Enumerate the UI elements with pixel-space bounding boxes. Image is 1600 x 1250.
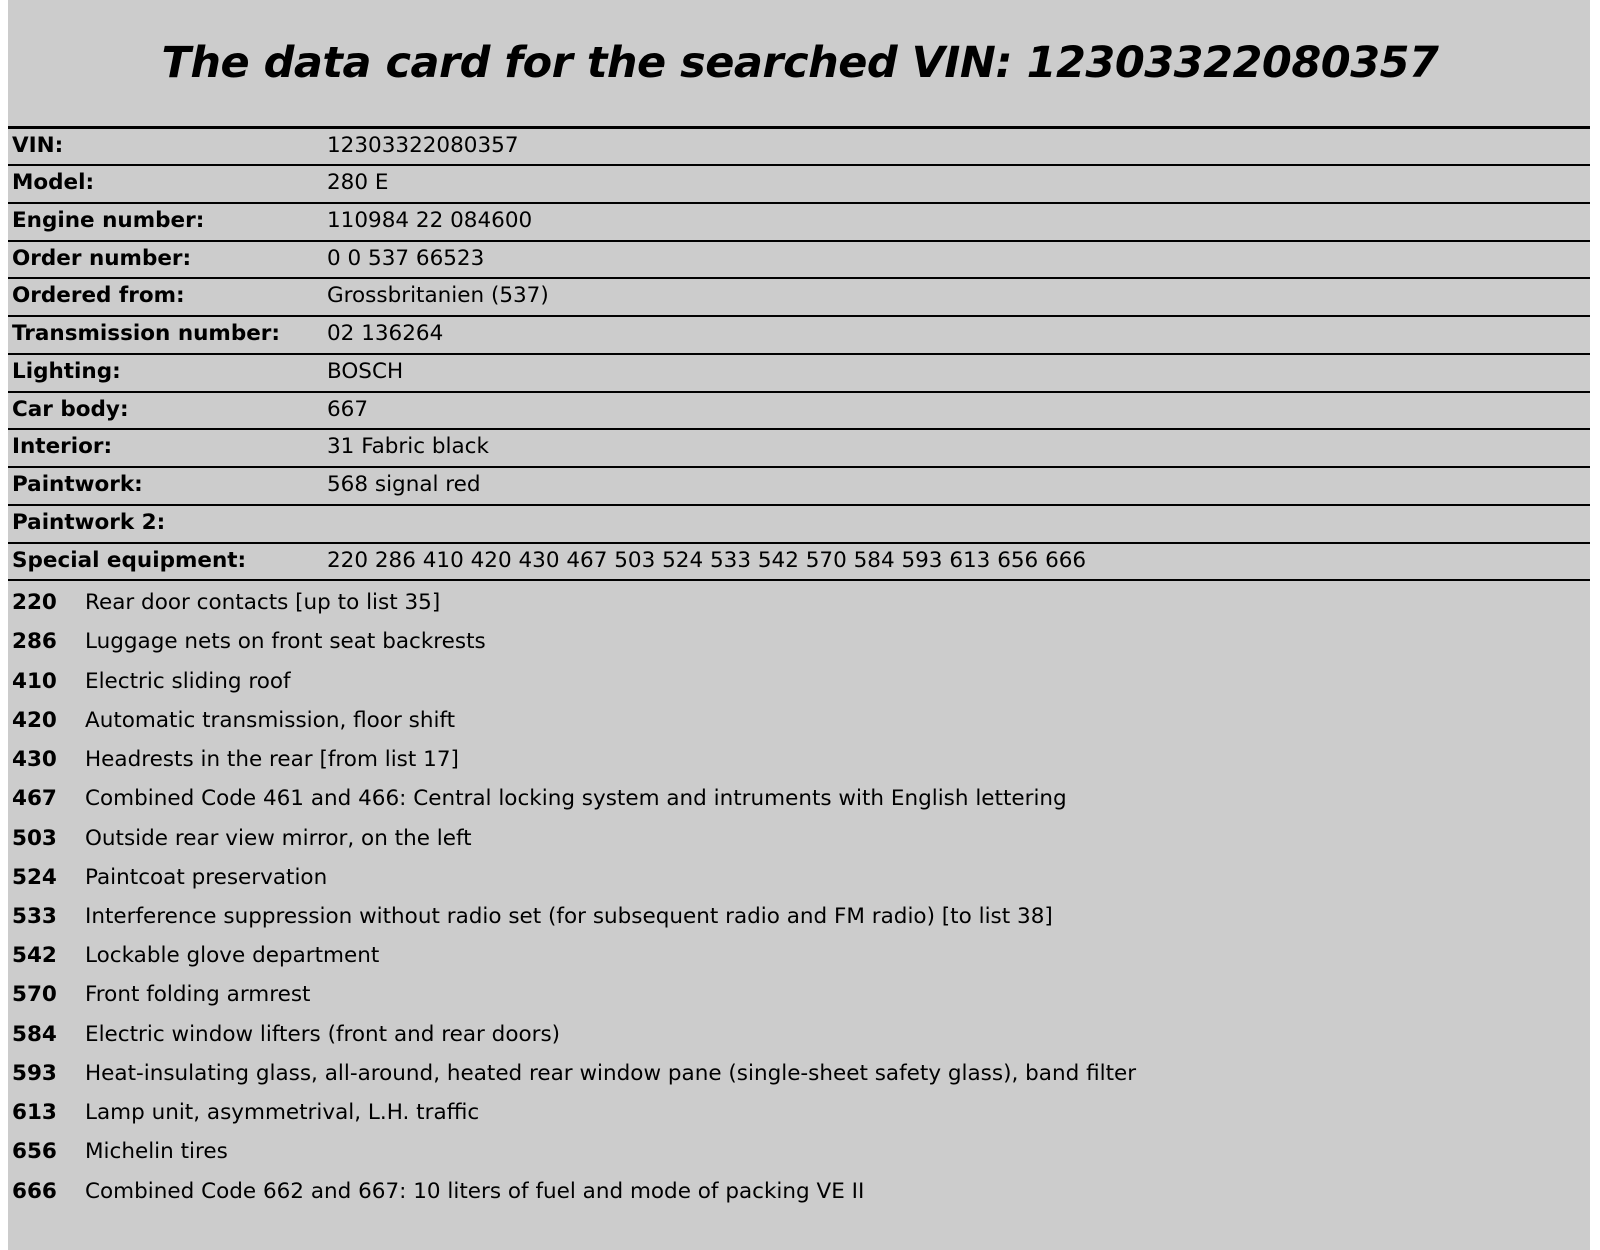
list-item <box>8 904 1590 943</box>
vehicle-details-table <box>8 129 1590 582</box>
field-label: Car body: <box>12 396 129 422</box>
field-value: Grossbritanien (537) <box>327 283 549 309</box>
field-value <box>323 505 1590 543</box>
list-item <box>8 982 1590 1021</box>
equipment-code: 503 <box>12 825 57 851</box>
field-value: 220 286 410 420 430 467 503 524 533 542 570 584 593 613 656 666 <box>327 547 1087 573</box>
equipment-code: 542 <box>12 943 57 969</box>
list-item <box>8 629 1590 668</box>
field-value: 0 0 537 66523 <box>327 245 485 271</box>
right-margin-rail <box>1590 0 1600 1250</box>
special-equipment-list <box>8 581 1590 1218</box>
equipment-code: 467 <box>12 786 57 812</box>
equipment-description: Lockable glove department <box>85 943 380 969</box>
list-item <box>8 1022 1590 1061</box>
equipment-description: Interference suppression without radio set (for subsequent radio and FM radio) [to list 38] <box>85 903 1053 929</box>
equipment-code: 570 <box>12 982 57 1008</box>
equipment-code: 666 <box>12 1178 57 1204</box>
table-row <box>8 203 1590 241</box>
equipment-description: Lamp unit, asymmetrival, L.H. traffic <box>85 1100 480 1126</box>
list-item <box>8 1100 1590 1139</box>
field-label: Special equipment: <box>12 547 247 573</box>
equipment-description: Combined Code 461 and 466: Central locking system and intruments with English lettering <box>85 786 1067 812</box>
equipment-description: Electric sliding roof <box>85 668 291 694</box>
table-row <box>8 429 1590 467</box>
field-label: Interior: <box>12 434 113 460</box>
field-value: 02 136264 <box>327 321 444 347</box>
field-label: Lighting: <box>12 358 121 384</box>
equipment-code: 410 <box>12 668 57 694</box>
list-item <box>8 747 1590 786</box>
field-value: 568 signal red <box>327 472 481 498</box>
equipment-description: Electric window lifters (front and rear doors) <box>85 1021 561 1047</box>
table-row <box>8 165 1590 203</box>
equipment-description: Paintcoat preservation <box>85 864 328 890</box>
equipment-code: 656 <box>12 1139 57 1165</box>
table-row <box>8 278 1590 316</box>
table-row <box>8 467 1590 505</box>
list-item <box>8 865 1590 904</box>
equipment-description: Michelin tires <box>85 1139 228 1165</box>
list-item <box>8 708 1590 747</box>
table-row <box>8 316 1590 354</box>
field-value: BOSCH <box>327 358 404 384</box>
table-row <box>8 129 1590 166</box>
field-value: 12303322080357 <box>327 132 519 158</box>
equipment-code: 220 <box>12 590 57 616</box>
table-row <box>8 505 1590 543</box>
field-label: Engine number: <box>12 208 205 234</box>
list-item <box>8 943 1590 982</box>
page-title: The data card for the searched VIN: 12303322080357 <box>161 38 1439 88</box>
equipment-description: Rear door contacts [up to list 35] <box>85 590 441 616</box>
list-item <box>8 1179 1590 1218</box>
field-label: Model: <box>12 170 95 196</box>
equipment-code: 584 <box>12 1021 57 1047</box>
field-label: Paintwork: <box>12 472 143 498</box>
left-margin-rail <box>0 0 8 1250</box>
table-row <box>8 543 1590 581</box>
table-row <box>8 241 1590 279</box>
list-item <box>8 786 1590 825</box>
table-row <box>8 392 1590 430</box>
equipment-description: Heat-insulating glass, all-around, heated rear window pane (single-sheet safety glass), band filter <box>85 1060 1137 1086</box>
field-value: 31 Fabric black <box>327 434 489 460</box>
list-item <box>8 669 1590 708</box>
equipment-code: 286 <box>12 629 57 655</box>
field-label: Ordered from: <box>12 283 185 309</box>
equipment-code: 533 <box>12 903 57 929</box>
field-label: Paintwork 2: <box>12 509 166 535</box>
equipment-code: 524 <box>12 864 57 890</box>
field-label: Transmission number: <box>12 321 281 347</box>
equipment-description: Automatic transmission, floor shift <box>85 707 456 733</box>
equipment-code: 593 <box>12 1060 57 1086</box>
vehicle-details-body <box>8 129 1590 581</box>
equipment-code: 613 <box>12 1100 57 1126</box>
equipment-description: Outside rear view mirror, on the left <box>85 825 472 851</box>
list-item <box>8 826 1590 865</box>
list-item <box>8 1061 1590 1100</box>
field-value: 110984 22 084600 <box>327 208 533 234</box>
equipment-description: Luggage nets on front seat backrests <box>85 629 486 655</box>
equipment-description: Combined Code 662 and 667: 10 liters of fuel and mode of packing VE II <box>85 1178 865 1204</box>
table-row <box>8 354 1590 392</box>
field-value: 667 <box>327 396 369 422</box>
field-label: VIN: <box>12 132 64 158</box>
field-label: Order number: <box>12 245 192 271</box>
equipment-code: 430 <box>12 747 57 773</box>
equipment-code: 420 <box>12 707 57 733</box>
field-value: 280 E <box>327 170 389 196</box>
list-item <box>8 1139 1590 1178</box>
equipment-description: Headrests in the rear [from list 17] <box>85 747 459 773</box>
equipment-description: Front folding armrest <box>85 982 311 1008</box>
list-item <box>8 590 1590 629</box>
